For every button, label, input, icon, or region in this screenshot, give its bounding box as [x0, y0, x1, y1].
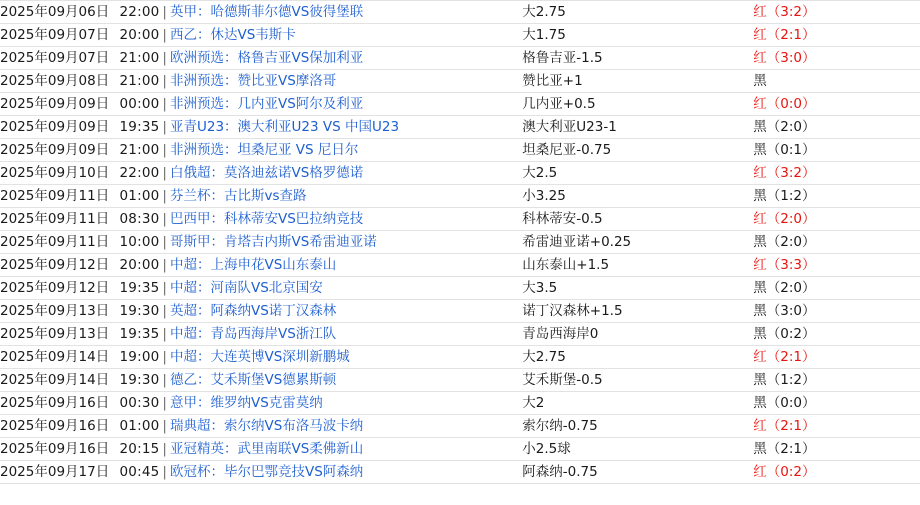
match-date: 2025年09月13日: [0, 325, 110, 342]
match-info-cell: [0, 1, 522, 24]
table-row[interactable]: [0, 346, 920, 369]
handicap-cell: [522, 323, 753, 346]
result-cell: [753, 277, 920, 300]
match-date: 2025年09月07日: [0, 26, 110, 43]
handicap-value: 澳大利亚U23-1: [522, 118, 617, 135]
league-name[interactable]: 中超：: [169, 279, 211, 296]
match-time: 00:00: [119, 95, 160, 112]
handicap-value: 科林蒂安-0.5: [522, 210, 603, 227]
handicap-value: 阿森纳-0.75: [522, 463, 598, 480]
table-row[interactable]: [0, 254, 920, 277]
field-separator: |: [162, 118, 167, 135]
match-info-cell: [0, 323, 522, 346]
handicap-value: 诺丁汉森林+1.5: [522, 302, 623, 319]
result-cell: [753, 254, 920, 277]
field-separator: |: [162, 233, 167, 250]
match-teams[interactable]: 科林蒂安VS巴拉纳竞技: [223, 210, 364, 227]
match-time: 01:00: [119, 417, 160, 434]
result-cell: [753, 24, 920, 47]
result-cell: [753, 300, 920, 323]
field-separator: |: [162, 463, 167, 480]
table-row[interactable]: [0, 116, 920, 139]
match-info-cell: [0, 254, 522, 277]
result-cell: [753, 346, 920, 369]
table-row[interactable]: [0, 461, 920, 484]
match-teams[interactable]: 大连英博VS深圳新鹏城: [210, 348, 350, 365]
match-info-cell: [0, 139, 522, 162]
match-teams[interactable]: 几内亚VS阿尔及利亚: [237, 95, 364, 112]
match-info-cell: [0, 185, 522, 208]
field-separator: [109, 27, 119, 43]
league-name[interactable]: 英甲：: [169, 3, 211, 20]
league-name[interactable]: 非洲预选：: [169, 72, 238, 89]
field-separator: |: [162, 256, 167, 273]
match-teams[interactable]: 上海申花VS山东泰山: [210, 256, 337, 273]
handicap-cell: [522, 208, 753, 231]
final-score: （2:0）: [766, 118, 816, 135]
match-date: 2025年09月07日: [0, 49, 110, 66]
handicap-cell: [522, 139, 753, 162]
match-time: 22:00: [119, 3, 160, 20]
match-date: 2025年09月13日: [0, 302, 110, 319]
table-row[interactable]: [0, 70, 920, 93]
field-separator: [109, 349, 119, 365]
result-badge: [753, 73, 767, 89]
league-name[interactable]: 芬兰杯：: [169, 187, 224, 204]
table-row[interactable]: [0, 93, 920, 116]
final-score: （3:0）: [766, 302, 816, 319]
match-time: 08:30: [119, 210, 160, 227]
handicap-cell: [522, 254, 753, 277]
table-row[interactable]: [0, 162, 920, 185]
match-info-cell: [0, 438, 522, 461]
handicap-cell: [522, 116, 753, 139]
match-date: 2025年09月10日: [0, 164, 110, 181]
match-teams[interactable]: 古比斯vs查路: [223, 187, 307, 204]
field-separator: [109, 257, 119, 273]
handicap-cell: [522, 1, 753, 24]
match-date: 2025年09月09日: [0, 141, 110, 158]
table-row[interactable]: [0, 415, 920, 438]
match-date: 2025年09月12日: [0, 279, 110, 296]
handicap-value: 大2: [522, 394, 545, 411]
result-badge: [753, 165, 815, 181]
handicap-cell: [522, 392, 753, 415]
match-date: 2025年09月09日: [0, 118, 110, 135]
match-date: 2025年09月11日: [0, 187, 110, 204]
match-date: 2025年09月06日: [0, 3, 110, 20]
result-badge: [753, 257, 815, 273]
final-score: （2:1）: [766, 26, 816, 43]
match-date: 2025年09月17日: [0, 463, 110, 480]
match-time: 19:35: [119, 325, 160, 342]
final-score: （3:0）: [766, 49, 816, 66]
field-separator: [109, 142, 119, 158]
match-info-cell: [0, 369, 522, 392]
result-label: 黑: [753, 302, 767, 319]
match-time: 00:45: [119, 463, 160, 480]
league-name[interactable]: 非洲预选：: [169, 95, 238, 112]
result-label: 红: [753, 95, 767, 112]
match-time: 01:00: [119, 187, 160, 204]
result-cell: [753, 208, 920, 231]
final-score: （0:2）: [766, 325, 816, 342]
match-info-cell: [0, 93, 522, 116]
result-label: 黑: [753, 118, 767, 135]
result-label: 黑: [753, 440, 767, 457]
table-row[interactable]: [0, 24, 920, 47]
handicap-value: 坦桑尼亚-0.75: [522, 141, 612, 158]
handicap-cell: [522, 24, 753, 47]
league-name[interactable]: 意甲：: [169, 394, 211, 411]
table-row[interactable]: [0, 392, 920, 415]
match-date: 2025年09月08日: [0, 72, 110, 89]
field-separator: |: [162, 279, 167, 296]
final-score: （2:0）: [766, 210, 816, 227]
handicap-value: 索尔纳-0.75: [522, 417, 598, 434]
result-badge: [753, 96, 815, 112]
field-separator: [109, 188, 119, 204]
handicap-value: 几内亚+0.5: [522, 95, 596, 112]
match-time: 19:00: [119, 348, 160, 365]
match-info-cell: [0, 116, 522, 139]
handicap-cell: [522, 346, 753, 369]
result-cell: [753, 93, 920, 116]
result-label: 黑: [753, 371, 767, 388]
match-teams[interactable]: 阿森纳VS诺丁汉森林: [210, 302, 337, 319]
match-info-cell: [0, 47, 522, 70]
match-date: 2025年09月16日: [0, 440, 110, 457]
table-row[interactable]: [0, 369, 920, 392]
handicap-cell: [522, 461, 753, 484]
match-info-cell: [0, 24, 522, 47]
result-cell: [753, 139, 920, 162]
table-body: [0, 1, 920, 484]
league-name[interactable]: 欧洲预选：: [169, 49, 238, 66]
field-separator: [109, 165, 119, 181]
match-info-cell: [0, 392, 522, 415]
result-label: 红: [753, 26, 767, 43]
field-separator: |: [162, 302, 167, 319]
table-row[interactable]: [0, 1, 920, 24]
handicap-value: 赞比亚+1: [522, 72, 583, 89]
final-score: （0:0）: [766, 394, 816, 411]
match-teams[interactable]: 休达VS韦斯卡: [210, 26, 296, 43]
league-name[interactable]: 非洲预选：: [169, 141, 238, 158]
match-teams[interactable]: 格鲁吉亚VS保加利亚: [237, 49, 364, 66]
field-separator: [109, 4, 119, 20]
handicap-value: 大2.75: [522, 348, 566, 365]
handicap-value: 大3.5: [522, 279, 558, 296]
field-separator: |: [162, 210, 167, 227]
match-time: 19:30: [119, 371, 160, 388]
result-badge: [753, 303, 815, 319]
final-score: （1:2）: [766, 187, 816, 204]
handicap-cell: [522, 415, 753, 438]
result-label: 红: [753, 210, 767, 227]
handicap-value: 青岛西海岸0: [522, 325, 599, 342]
match-time: 00:30: [119, 394, 160, 411]
field-separator: [109, 234, 119, 250]
result-badge: [753, 188, 815, 204]
match-teams[interactable]: 毕尔巴鄂竞技VS阿森纳: [223, 463, 364, 480]
field-separator: |: [162, 371, 167, 388]
handicap-value: 格鲁吉亚-1.5: [522, 49, 603, 66]
result-badge: [753, 349, 815, 365]
field-separator: |: [162, 325, 167, 342]
result-label: 红: [753, 3, 767, 20]
result-badge: [753, 50, 815, 66]
match-teams[interactable]: 武里南联VS柔佛新山: [237, 440, 364, 457]
match-date: 2025年09月14日: [0, 348, 110, 365]
table-row[interactable]: [0, 438, 920, 461]
league-name[interactable]: 欧冠杯：: [169, 463, 224, 480]
field-separator: [109, 418, 119, 434]
match-info-cell: [0, 231, 522, 254]
match-info-cell: [0, 70, 522, 93]
final-score: （2:1）: [766, 417, 816, 434]
field-separator: [109, 50, 119, 66]
match-time: 21:00: [119, 49, 160, 66]
final-score: （1:2）: [766, 371, 816, 388]
match-time: 20:00: [119, 26, 160, 43]
match-info-cell: [0, 346, 522, 369]
handicap-cell: [522, 300, 753, 323]
table-row[interactable]: [0, 300, 920, 323]
field-separator: |: [162, 187, 167, 204]
match-date: 2025年09月14日: [0, 371, 110, 388]
result-label: 黑: [753, 72, 767, 89]
result-label: 黑: [753, 279, 767, 296]
league-name[interactable]: 白俄超：: [169, 164, 224, 181]
league-name[interactable]: 英超：: [169, 302, 211, 319]
result-cell: [753, 1, 920, 24]
result-cell: [753, 47, 920, 70]
result-badge: [753, 211, 815, 227]
result-label: 红: [753, 348, 767, 365]
field-separator: [109, 464, 119, 480]
match-teams[interactable]: 肯塔吉内斯VS希雷迪亚诺: [223, 233, 377, 250]
result-cell: [753, 162, 920, 185]
field-separator: |: [162, 49, 167, 66]
result-cell: [753, 461, 920, 484]
field-separator: |: [162, 164, 167, 181]
league-name[interactable]: 亚冠精英：: [169, 440, 238, 457]
result-cell: [753, 415, 920, 438]
result-label: 红: [753, 49, 767, 66]
result-label: 红: [753, 417, 767, 434]
final-score: （0:0）: [766, 95, 816, 112]
table-row[interactable]: [0, 277, 920, 300]
handicap-cell: [522, 369, 753, 392]
match-date: 2025年09月11日: [0, 210, 110, 227]
handicap-cell: [522, 185, 753, 208]
result-label: 黑: [753, 233, 767, 250]
league-name[interactable]: 中超：: [169, 256, 211, 273]
match-teams[interactable]: 河南队VS北京国安: [210, 279, 323, 296]
handicap-value: 山东泰山+1.5: [522, 256, 610, 273]
table-row[interactable]: [0, 139, 920, 162]
result-badge: [753, 441, 815, 457]
field-separator: [109, 326, 119, 342]
result-badge: [753, 119, 815, 135]
handicap-value: 艾禾斯堡-0.5: [522, 371, 603, 388]
match-time: 20:00: [119, 256, 160, 273]
field-separator: [109, 395, 119, 411]
match-time: 19:30: [119, 302, 160, 319]
league-name[interactable]: 中超：: [169, 348, 211, 365]
result-label: 红: [753, 463, 767, 480]
match-time: 19:35: [119, 279, 160, 296]
result-cell: [753, 323, 920, 346]
result-badge: [753, 280, 815, 296]
final-score: （0:1）: [766, 141, 816, 158]
league-name[interactable]: 德乙：: [169, 371, 211, 388]
result-badge: [753, 4, 815, 20]
match-teams[interactable]: 澳大利亚U23 VS 中国U23: [237, 118, 400, 135]
result-badge: [753, 395, 815, 411]
table-row[interactable]: [0, 47, 920, 70]
field-separator: [109, 441, 119, 457]
result-badge: [753, 326, 815, 342]
handicap-cell: [522, 47, 753, 70]
match-teams[interactable]: 坦桑尼亚 VS 尼日尔: [237, 141, 359, 158]
result-cell: [753, 392, 920, 415]
result-cell: [753, 116, 920, 139]
result-label: 黑: [753, 325, 767, 342]
handicap-value: 大2.75: [522, 3, 566, 20]
final-score: （2:1）: [766, 440, 816, 457]
field-separator: |: [162, 440, 167, 457]
match-time: 19:35: [119, 118, 160, 135]
handicap-value: 希雷迪亚诺+0.25: [522, 233, 632, 250]
league-name[interactable]: 亚青U23：: [169, 118, 238, 135]
result-cell: [753, 70, 920, 93]
final-score: （3:2）: [766, 3, 816, 20]
match-info-cell: [0, 461, 522, 484]
result-label: 红: [753, 256, 767, 273]
league-name[interactable]: 中超：: [169, 325, 211, 342]
field-separator: |: [162, 394, 167, 411]
match-teams[interactable]: 索尔纳VS布洛马波卡纳: [223, 417, 364, 434]
match-time: 22:00: [119, 164, 160, 181]
league-name[interactable]: 哥斯甲：: [169, 233, 224, 250]
final-score: （2:0）: [766, 279, 816, 296]
result-cell: [753, 438, 920, 461]
handicap-value: 小3.25: [522, 187, 566, 204]
match-time: 21:00: [119, 72, 160, 89]
final-score: （2:0）: [766, 233, 816, 250]
match-time: 21:00: [119, 141, 160, 158]
field-separator: [109, 372, 119, 388]
final-score: （2:1）: [766, 348, 816, 365]
match-date: 2025年09月09日: [0, 95, 110, 112]
field-separator: |: [162, 417, 167, 434]
field-separator: |: [162, 26, 167, 43]
handicap-cell: [522, 162, 753, 185]
table-row[interactable]: [0, 323, 920, 346]
match-teams[interactable]: 莫洛迪兹诺VS格罗德诺: [223, 164, 364, 181]
field-separator: |: [162, 348, 167, 365]
result-cell: [753, 185, 920, 208]
handicap-cell: [522, 231, 753, 254]
match-time: 20:15: [119, 440, 160, 457]
final-score: （3:2）: [766, 164, 816, 181]
match-teams[interactable]: 维罗纳VS克雷莫纳: [210, 394, 323, 411]
match-info-cell: [0, 208, 522, 231]
field-separator: |: [162, 3, 167, 20]
final-score: （3:3）: [766, 256, 816, 273]
result-label: 黑: [753, 187, 767, 204]
league-name[interactable]: 西乙：: [169, 26, 211, 43]
field-separator: |: [162, 72, 167, 89]
match-date: 2025年09月12日: [0, 256, 110, 273]
result-label: 黑: [753, 141, 767, 158]
match-time: 10:00: [119, 233, 160, 250]
match-date: 2025年09月16日: [0, 394, 110, 411]
handicap-cell: [522, 93, 753, 116]
handicap-cell: [522, 438, 753, 461]
field-separator: [109, 73, 119, 89]
result-badge: [753, 372, 815, 388]
result-label: 红: [753, 164, 767, 181]
field-separator: |: [162, 95, 167, 112]
league-name[interactable]: 巴西甲：: [169, 210, 224, 227]
field-separator: [109, 119, 119, 135]
match-info-cell: [0, 415, 522, 438]
table-row[interactable]: [0, 231, 920, 254]
table-row[interactable]: [0, 208, 920, 231]
match-info-cell: [0, 277, 522, 300]
result-cell: [753, 369, 920, 392]
match-date: 2025年09月16日: [0, 417, 110, 434]
handicap-cell: [522, 70, 753, 93]
field-separator: [109, 280, 119, 296]
result-badge: [753, 234, 815, 250]
field-separator: [109, 211, 119, 227]
result-badge: [753, 464, 815, 480]
field-separator: |: [162, 141, 167, 158]
result-badge: [753, 142, 815, 158]
final-score: （0:2）: [766, 463, 816, 480]
handicap-value: 小2.5球: [522, 440, 571, 457]
result-badge: [753, 27, 815, 43]
result-cell: [753, 231, 920, 254]
match-info-cell: [0, 162, 522, 185]
league-name[interactable]: 瑞典超：: [169, 417, 224, 434]
match-teams[interactable]: 青岛西海岸VS浙江队: [210, 325, 337, 342]
handicap-cell: [522, 277, 753, 300]
match-info-cell: [0, 300, 522, 323]
match-teams[interactable]: 哈德斯菲尔德VS彼得堡联: [210, 3, 364, 20]
field-separator: [109, 96, 119, 112]
field-separator: [109, 303, 119, 319]
result-label: 黑: [753, 394, 767, 411]
match-teams[interactable]: 赞比亚VS摩洛哥: [237, 72, 337, 89]
handicap-value: 大1.75: [522, 26, 566, 43]
match-teams[interactable]: 艾禾斯堡VS德累斯顿: [210, 371, 337, 388]
result-badge: [753, 418, 815, 434]
table-row[interactable]: [0, 185, 920, 208]
match-date: 2025年09月11日: [0, 233, 110, 250]
handicap-value: 大2.5: [522, 164, 558, 181]
